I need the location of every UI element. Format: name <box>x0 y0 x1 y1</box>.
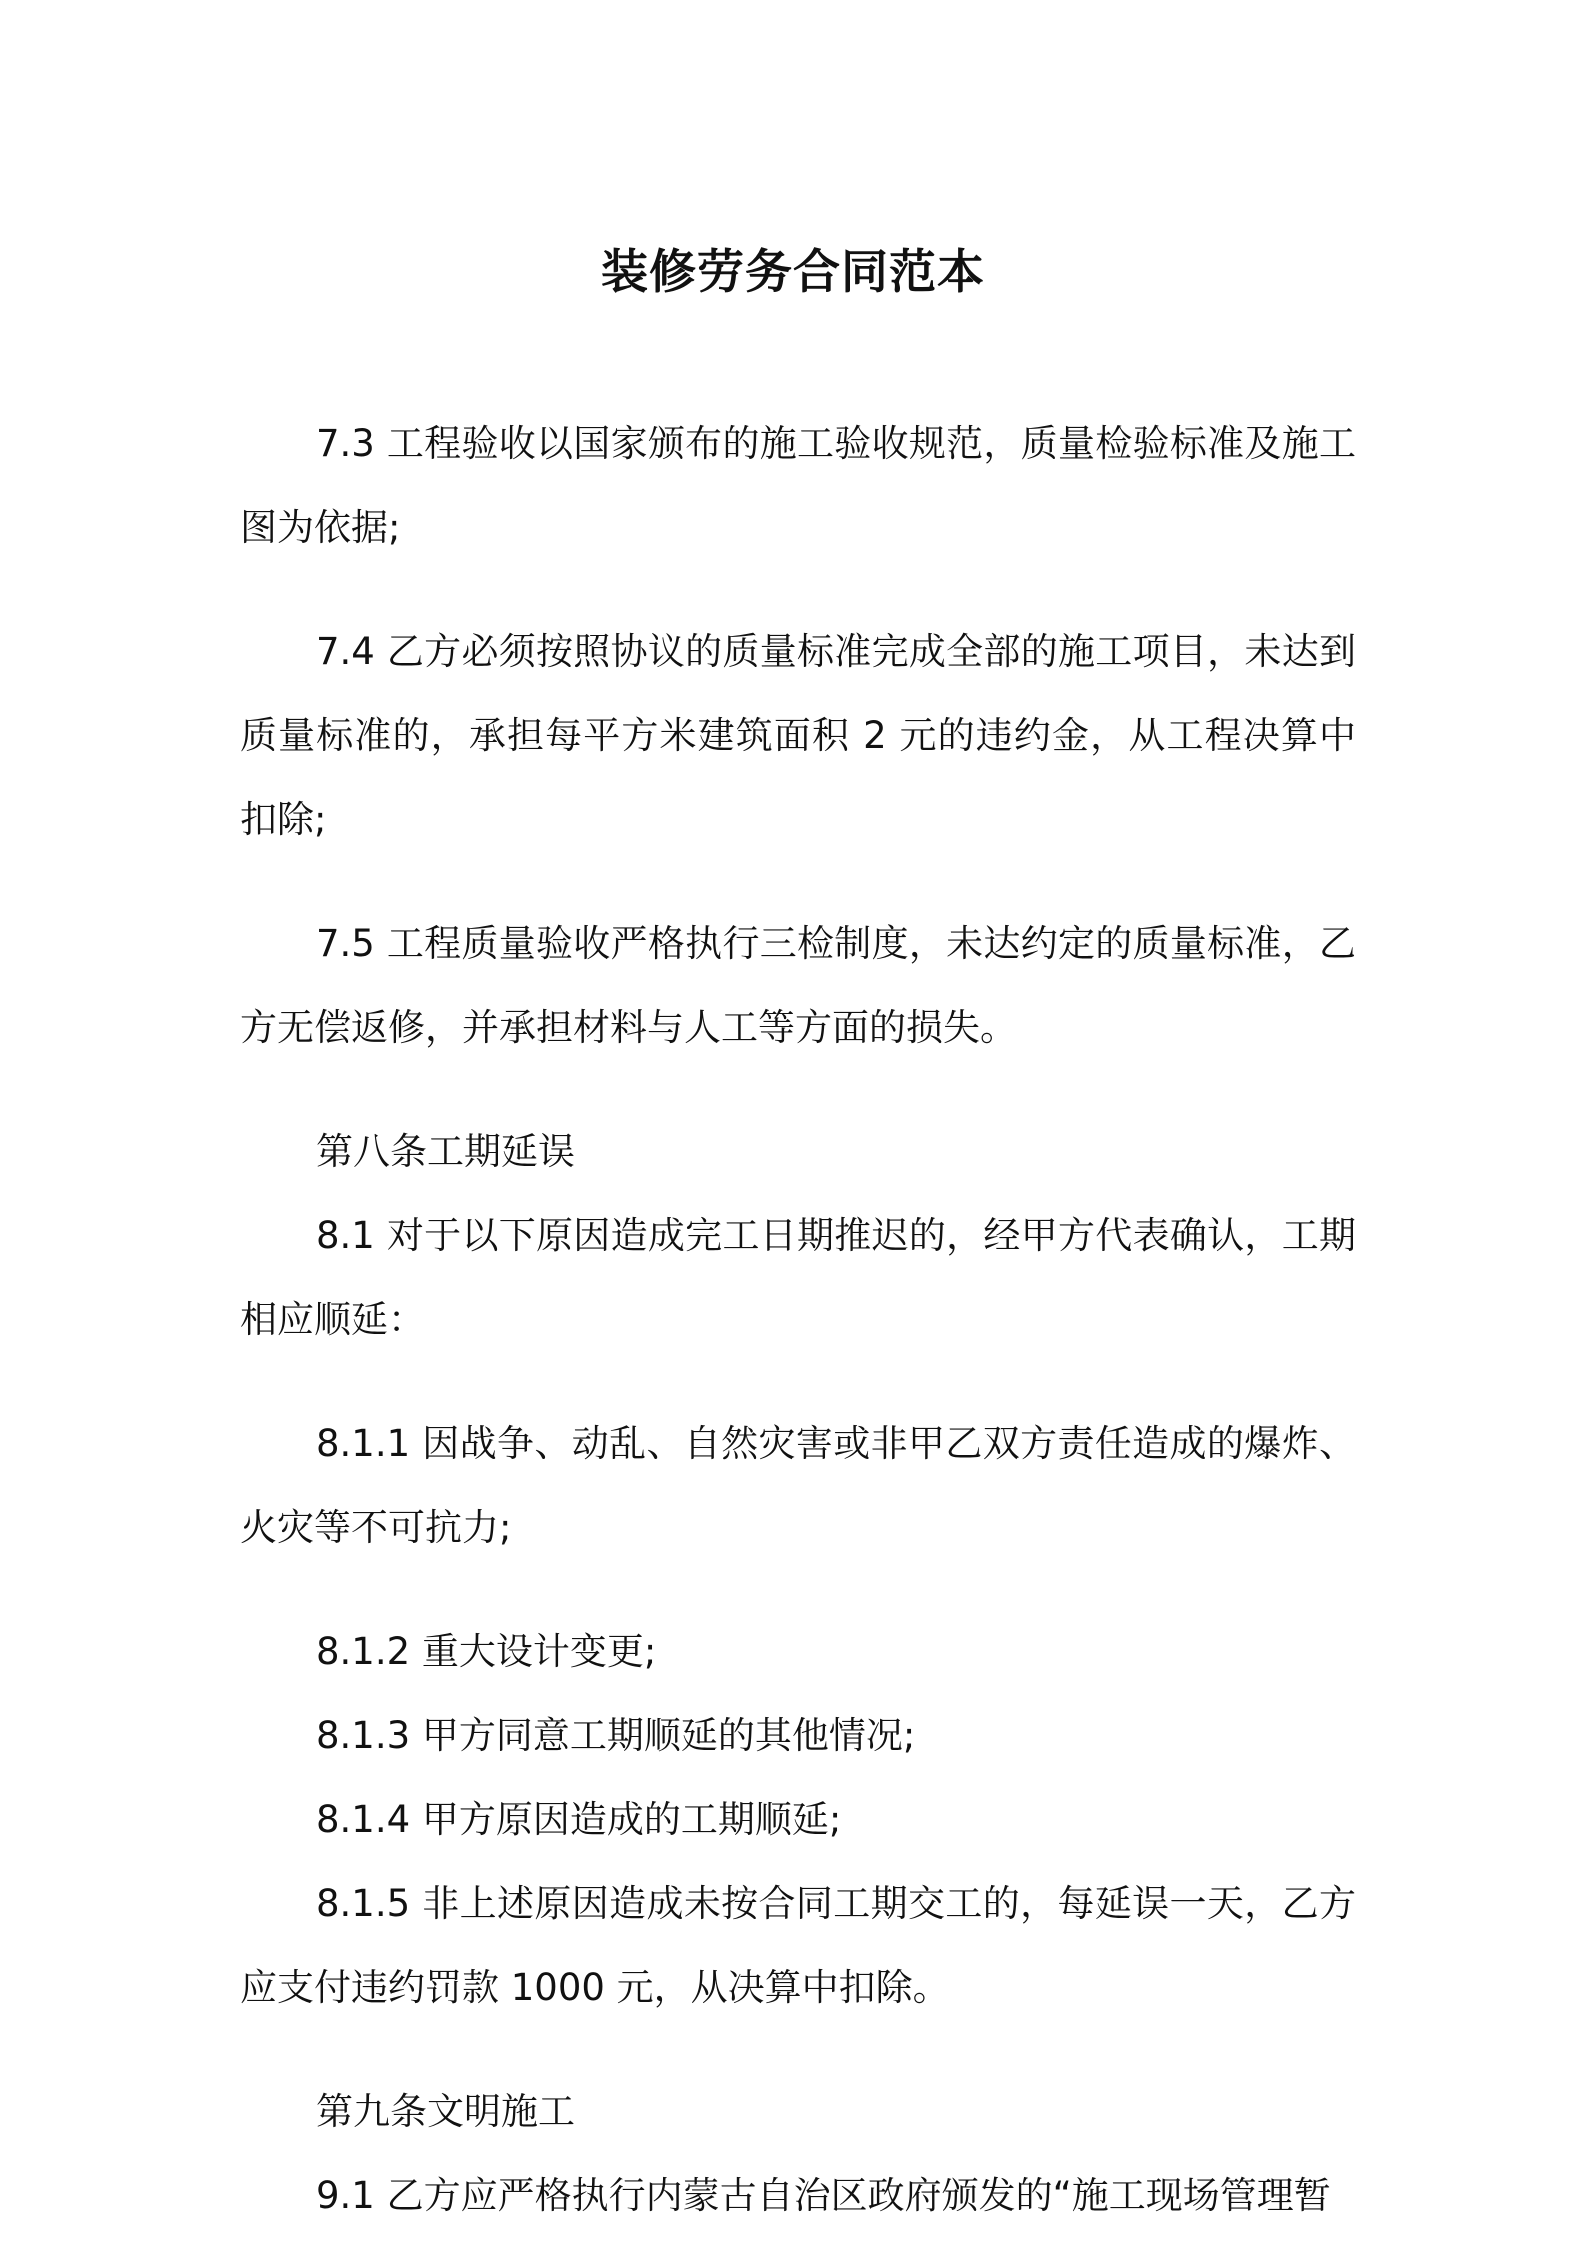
document-body <box>240 402 1356 2238</box>
clause-8-1-3: 8.1.3 甲方同意工期顺延的其他情况; <box>316 1714 916 1757</box>
clause-8-1-5: 8.1.5 非上述原因造成未按合同工期交工的，每延误一天，乙方应支付违约罚款 1000 元，从决算中扣除。 <box>240 1882 1356 2009</box>
clause-8-1-2: 8.1.2 重大设计变更; <box>316 1630 657 1673</box>
article-9-heading: 第九条文明施工 <box>316 2090 575 2133</box>
clause-8-1: 8.1 对于以下原因造成完工日期推迟的，经甲方代表确认，工期相应顺延： <box>240 1214 1356 1341</box>
clause-8-1-4: 8.1.4 甲方原因造成的工期顺延; <box>316 1798 842 1841</box>
clause-7-4: 7.4 乙方必须按照协议的质量标准完成全部的施工项目，未达到质量标准的，承担每平方米建筑面积 2 元的违约金，从工程决算中扣除; <box>240 630 1356 841</box>
clause-9-1: 9.1 乙方应严格执行内蒙古自治区政府颁发的“施工现场管理暂 <box>316 2174 1331 2217</box>
clause-7-5: 7.5 工程质量验收严格执行三检制度，未达约定的质量标准，乙方无偿返修，并承担材料与人工等方面的损失。 <box>240 922 1356 1049</box>
clause-7-3: 7.3 工程验收以国家颁布的施工验收规范，质量检验标准及施工图为依据; <box>240 422 1356 549</box>
article-8-heading: 第八条工期延误 <box>316 1130 575 1173</box>
document-title: 装修劳务合同范本 <box>601 245 985 301</box>
clause-8-1-1: 8.1.1 因战争、动乱、自然灾害或非甲乙双方责任造成的爆炸、火灾等不可抗力; <box>240 1422 1356 1549</box>
